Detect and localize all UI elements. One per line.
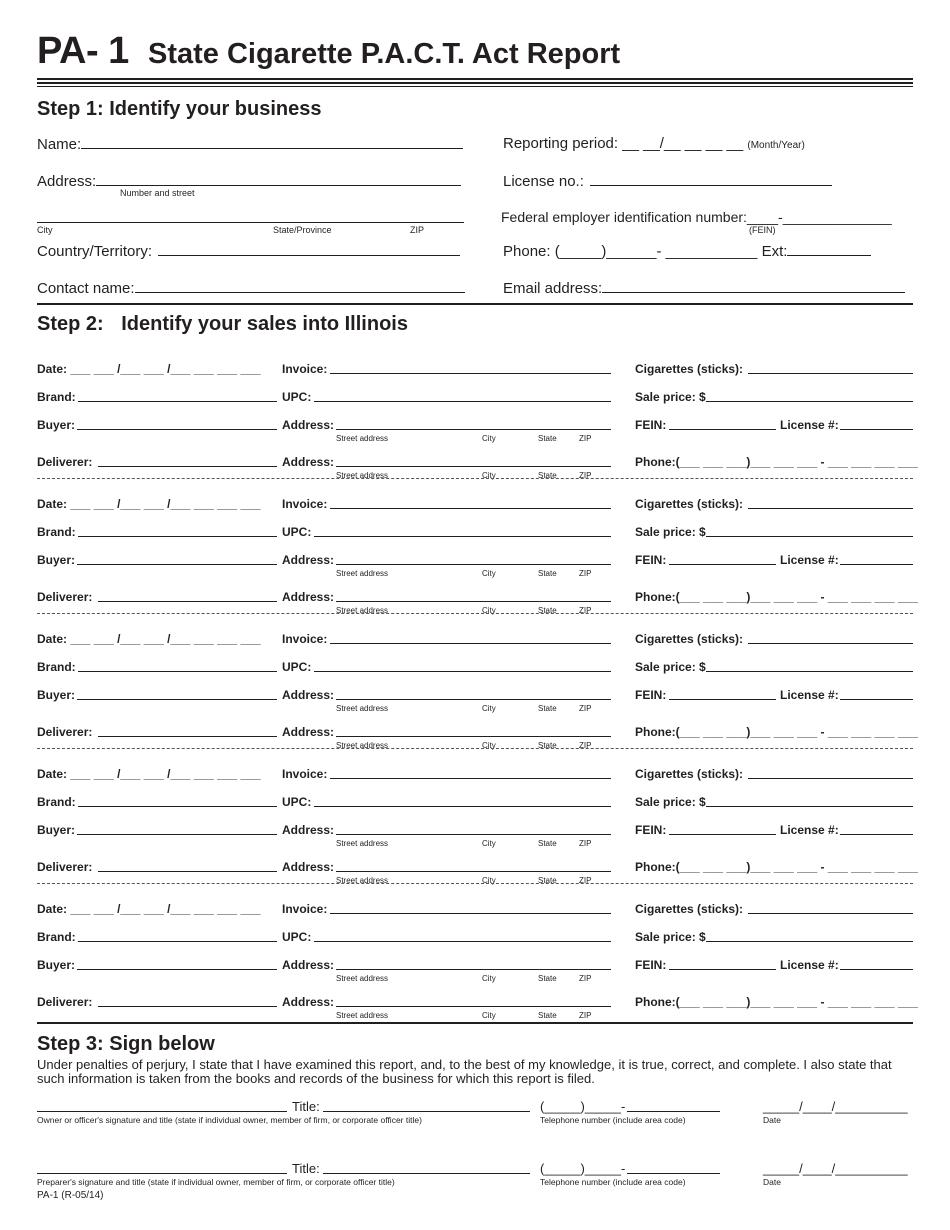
buyer-address-input[interactable] <box>336 553 611 565</box>
state-caption: State <box>538 606 557 615</box>
zip-caption: ZIP <box>579 569 592 578</box>
street-caption: Street address <box>336 1011 389 1020</box>
cigarettes-input[interactable] <box>748 362 913 374</box>
fein-input[interactable] <box>669 553 776 565</box>
date-field[interactable]: Date: ___ ___ /___ ___ /___ ___ ___ ___ <box>37 362 261 376</box>
brand-label: Brand: <box>37 795 76 809</box>
owner-phone-line[interactable] <box>627 1100 720 1112</box>
email-field[interactable] <box>503 279 905 297</box>
license-input[interactable] <box>840 958 913 970</box>
contact-label: Contact name: <box>37 280 135 297</box>
street-caption: Street address <box>336 974 389 983</box>
deliverer-label: Deliverer: <box>37 995 93 1009</box>
buyer-address-input[interactable] <box>336 823 611 835</box>
owner-signature-caption: Owner or officer's signature and title (state if individual owner, member of firm, or corporate officer title) <box>37 1115 422 1125</box>
step1-heading: Step 1: Identify your business <box>37 98 322 120</box>
fein-label: FEIN: <box>635 958 667 972</box>
preparer-phone-input[interactable]: (_____)_____- <box>540 1161 626 1176</box>
invoice-input[interactable] <box>330 767 611 779</box>
brand-input[interactable] <box>78 390 277 402</box>
fein-caption: (FEIN) <box>749 225 776 235</box>
cigarettes-label: Cigarettes (sticks): <box>635 497 744 511</box>
deliverer-input[interactable] <box>98 995 277 1007</box>
upc-label: UPC: <box>282 525 312 539</box>
deliverer-address-input[interactable] <box>336 725 611 737</box>
date-field[interactable]: Date: ___ ___ /___ ___ /___ ___ ___ ___ <box>37 767 261 781</box>
fein-input[interactable] <box>669 823 776 835</box>
invoice-input[interactable] <box>330 362 611 374</box>
preparer-phone-caption: Telephone number (include area code) <box>540 1177 686 1187</box>
step1-divider <box>37 303 913 305</box>
deliverer-label: Deliverer: <box>37 725 93 739</box>
sale-entry <box>0 896 950 1031</box>
buyer-label: Buyer: <box>37 553 76 567</box>
state-caption: State <box>538 704 557 713</box>
phone-field[interactable]: Phone:(___ ___ ___)___ ___ ___ - ___ ___ ___ ___ <box>635 590 918 604</box>
owner-phone-caption: Telephone number (include area code) <box>540 1115 686 1125</box>
form-revision: PA-1 (R-05/14) <box>37 1190 104 1201</box>
country-field[interactable] <box>37 242 460 260</box>
license-label: License #: <box>780 958 839 972</box>
step2-divider <box>37 1022 913 1024</box>
phone-field[interactable] <box>503 242 871 260</box>
sale-price-label: Sale price: $ <box>635 525 706 539</box>
state-caption: State <box>538 839 557 848</box>
fein-blanks: ____-______________ <box>746 209 892 225</box>
fein-label: FEIN: <box>635 553 667 567</box>
period-blanks: __ __/__ __ __ __ <box>622 135 744 152</box>
cigarettes-label: Cigarettes (sticks): <box>635 767 744 781</box>
street-caption: Street address <box>336 471 389 480</box>
cigarettes-input[interactable] <box>748 767 913 779</box>
license-input[interactable] <box>840 823 913 835</box>
name-field[interactable] <box>37 135 463 153</box>
state-caption: State <box>538 1011 557 1020</box>
sale-entry <box>0 761 950 896</box>
city-caption: City <box>482 839 496 848</box>
upc-label: UPC: <box>282 930 312 944</box>
fein-input[interactable] <box>669 958 776 970</box>
sale-entry <box>0 491 950 626</box>
state-caption: State <box>538 741 557 750</box>
upc-input[interactable] <box>314 795 611 807</box>
upc-label: UPC: <box>282 795 312 809</box>
buyer-address-input[interactable] <box>336 958 611 970</box>
deliverer-address-label: Address: <box>282 590 335 604</box>
deliverer-label: Deliverer: <box>37 455 93 469</box>
city-caption: City <box>482 974 496 983</box>
zip-caption: ZIP <box>410 225 425 235</box>
date-field[interactable]: Date: ___ ___ /___ ___ /___ ___ ___ ___ <box>37 632 261 646</box>
street-caption: Street address <box>336 876 389 885</box>
zip-caption: ZIP <box>579 704 592 713</box>
step2-heading <box>37 313 408 336</box>
fein-input[interactable] <box>669 688 776 700</box>
buyer-address-label: Address: <box>282 688 335 702</box>
sale-price-label: Sale price: $ <box>635 795 706 809</box>
city-caption: City <box>482 471 496 480</box>
phone-field[interactable]: Phone:(___ ___ ___)___ ___ ___ - ___ ___ ___ ___ <box>635 455 918 469</box>
entry-separator <box>37 748 913 749</box>
buyer-address-input[interactable] <box>336 688 611 700</box>
buyer-input[interactable] <box>77 823 277 835</box>
city-caption: City <box>37 225 53 235</box>
fein-label: Federal employer identification number: <box>501 209 747 225</box>
buyer-address-label: Address: <box>282 418 335 432</box>
license-input[interactable] <box>840 418 913 430</box>
owner-date-caption: Date <box>763 1115 781 1125</box>
deliverer-input[interactable] <box>98 590 277 602</box>
street-caption: Street address <box>336 704 389 713</box>
title-rule <box>37 82 913 84</box>
country-label: Country/Territory: <box>37 243 153 260</box>
deliverer-address-input[interactable] <box>336 590 611 602</box>
invoice-input[interactable] <box>330 902 611 914</box>
ext-label: Ext: <box>761 243 788 260</box>
brand-label: Brand: <box>37 660 76 674</box>
deliverer-address-label: Address: <box>282 860 335 874</box>
upc-label: UPC: <box>282 660 312 674</box>
upc-input[interactable] <box>314 390 611 402</box>
owner-date-input[interactable]: _____/____/__________ <box>763 1099 908 1114</box>
buyer-address-label: Address: <box>282 823 335 837</box>
buyer-input[interactable] <box>77 553 277 565</box>
owner-signature-input[interactable] <box>37 1100 287 1112</box>
zip-caption: ZIP <box>579 471 592 480</box>
buyer-label: Buyer: <box>37 418 76 432</box>
period-label: Reporting period: <box>503 135 619 152</box>
sale-price-input[interactable] <box>706 660 913 672</box>
preparer-signature-input[interactable] <box>37 1162 287 1174</box>
buyer-label: Buyer: <box>37 823 76 837</box>
brand-label: Brand: <box>37 930 76 944</box>
upc-input[interactable] <box>314 525 611 537</box>
address-label: Address: <box>37 173 97 190</box>
brand-input[interactable] <box>78 795 277 807</box>
form-id: PA- 1 <box>37 30 129 72</box>
phone-label: Phone: <box>503 243 551 260</box>
buyer-address-label: Address: <box>282 553 335 567</box>
city-caption: City <box>482 704 496 713</box>
city-caption: City <box>482 876 496 885</box>
street-caption: Street address <box>336 569 389 578</box>
step3-heading: Step 3: Sign below <box>37 1033 215 1055</box>
state-caption: State <box>538 876 557 885</box>
attestation-text: Under penalties of perjury, I state that I have examined this report, and, to the best of my knowledge, it is true, correct, and complete. I also state that such information is taken from the books and records of the business for which this report is filed. <box>37 1057 892 1086</box>
city-caption: City <box>482 1011 496 1020</box>
owner-phone-input[interactable]: (_____)_____- <box>540 1099 626 1114</box>
fein-label: FEIN: <box>635 688 667 702</box>
street-caption: Street address <box>336 741 389 750</box>
license-field[interactable] <box>503 172 832 190</box>
sale-price-input[interactable] <box>706 525 913 537</box>
license-input[interactable] <box>840 688 913 700</box>
brand-input[interactable] <box>78 660 277 672</box>
preparer-phone-line[interactable] <box>627 1162 720 1174</box>
license-label: License #: <box>780 553 839 567</box>
phone-field[interactable]: Phone:(___ ___ ___)___ ___ ___ - ___ ___ ___ ___ <box>635 860 918 874</box>
brand-label: Brand: <box>37 390 76 404</box>
preparer-date-caption: Date <box>763 1177 781 1187</box>
reporting-period-field[interactable] <box>503 135 805 152</box>
cigarettes-input[interactable] <box>748 902 913 914</box>
preparer-title-input[interactable] <box>323 1162 530 1174</box>
buyer-input[interactable] <box>77 688 277 700</box>
cigarettes-input[interactable] <box>748 497 913 509</box>
sale-price-input[interactable] <box>706 930 913 942</box>
entry-separator <box>37 883 913 884</box>
address-caption: Number and street <box>120 188 195 198</box>
license-input[interactable] <box>840 553 913 565</box>
entry-separator <box>37 613 913 614</box>
street-caption: Street address <box>336 606 389 615</box>
preparer-title-label: Title: <box>292 1161 320 1176</box>
deliverer-input[interactable] <box>98 725 277 737</box>
cigarettes-label: Cigarettes (sticks): <box>635 362 744 376</box>
license-label: License #: <box>780 688 839 702</box>
deliverer-address-label: Address: <box>282 995 335 1009</box>
step2-heading-text: Identify your sales into Illinois <box>121 313 408 335</box>
cigarettes-label: Cigarettes (sticks): <box>635 902 744 916</box>
state-caption: State <box>538 569 557 578</box>
zip-caption: ZIP <box>579 606 592 615</box>
name-label: Name: <box>37 136 82 153</box>
street-caption: Street address <box>336 839 389 848</box>
buyer-address-label: Address: <box>282 958 335 972</box>
deliverer-label: Deliverer: <box>37 860 93 874</box>
deliverer-input[interactable] <box>98 860 277 872</box>
brand-label: Brand: <box>37 525 76 539</box>
upc-input[interactable] <box>314 660 611 672</box>
state-caption: State <box>538 974 557 983</box>
invoice-label: Invoice: <box>282 902 328 916</box>
invoice-label: Invoice: <box>282 497 328 511</box>
sale-price-input[interactable] <box>706 795 913 807</box>
license-label: License no.: <box>503 173 584 190</box>
upc-label: UPC: <box>282 390 312 404</box>
deliverer-label: Deliverer: <box>37 590 93 604</box>
city-caption: City <box>482 434 496 443</box>
deliverer-address-label: Address: <box>282 455 335 469</box>
city-caption: City <box>482 606 496 615</box>
deliverer-address-input[interactable] <box>336 860 611 872</box>
license-label: License #: <box>780 823 839 837</box>
invoice-label: Invoice: <box>282 362 328 376</box>
sale-price-label: Sale price: $ <box>635 930 706 944</box>
license-label: License #: <box>780 418 839 432</box>
sale-price-label: Sale price: $ <box>635 390 706 404</box>
zip-caption: ZIP <box>579 1011 592 1020</box>
phone-field[interactable]: Phone:(___ ___ ___)___ ___ ___ - ___ ___ ___ ___ <box>635 725 918 739</box>
upc-input[interactable] <box>314 930 611 942</box>
fein-label: FEIN: <box>635 823 667 837</box>
contact-name-field[interactable] <box>37 279 465 297</box>
phone-blanks: (_____)______- ___________ <box>554 243 758 260</box>
entry-separator <box>37 478 913 479</box>
deliverer-address-label: Address: <box>282 725 335 739</box>
fein-label: FEIN: <box>635 418 667 432</box>
invoice-label: Invoice: <box>282 767 328 781</box>
city-caption: City <box>482 741 496 750</box>
owner-title-input[interactable] <box>323 1100 530 1112</box>
date-field[interactable]: Date: ___ ___ /___ ___ /___ ___ ___ ___ <box>37 497 261 511</box>
deliverer-address-input[interactable] <box>336 455 611 467</box>
fein-field[interactable] <box>501 209 892 225</box>
state-caption: State <box>538 434 557 443</box>
owner-title-label: Title: <box>292 1099 320 1114</box>
deliverer-address-input[interactable] <box>336 995 611 1007</box>
address-field[interactable] <box>37 172 461 190</box>
title-rule <box>37 78 913 80</box>
phone-field[interactable]: Phone:(___ ___ ___)___ ___ ___ - ___ ___ ___ ___ <box>635 995 918 1009</box>
step2-heading-prefix: Step 2: <box>37 313 104 335</box>
deliverer-input[interactable] <box>98 455 277 467</box>
sale-price-label: Sale price: $ <box>635 660 706 674</box>
date-field[interactable]: Date: ___ ___ /___ ___ /___ ___ ___ ___ <box>37 902 261 916</box>
city-state-zip-field[interactable] <box>37 209 464 223</box>
sale-entry <box>0 356 950 491</box>
invoice-label: Invoice: <box>282 632 328 646</box>
sale-price-input[interactable] <box>706 390 913 402</box>
form-title: State Cigarette P.A.C.T. Act Report <box>148 38 621 70</box>
zip-caption: ZIP <box>579 434 592 443</box>
brand-input[interactable] <box>78 525 277 537</box>
preparer-signature-caption: Preparer's signature and title (state if individual owner, member of firm, or corporate officer title) <box>37 1177 395 1187</box>
city-caption: City <box>482 569 496 578</box>
cigarettes-input[interactable] <box>748 632 913 644</box>
fein-input[interactable] <box>669 418 776 430</box>
buyer-label: Buyer: <box>37 688 76 702</box>
zip-caption: ZIP <box>579 839 592 848</box>
period-hint: (Month/Year) <box>747 140 805 151</box>
cigarettes-label: Cigarettes (sticks): <box>635 632 744 646</box>
sale-entry <box>0 626 950 761</box>
invoice-input[interactable] <box>330 497 611 509</box>
invoice-input[interactable] <box>330 632 611 644</box>
zip-caption: ZIP <box>579 974 592 983</box>
zip-caption: ZIP <box>579 741 592 750</box>
buyer-label: Buyer: <box>37 958 76 972</box>
zip-caption: ZIP <box>579 876 592 885</box>
state-caption: State/Province <box>273 225 332 235</box>
buyer-input[interactable] <box>77 958 277 970</box>
buyer-address-input[interactable] <box>336 418 611 430</box>
title-rule <box>37 86 913 87</box>
email-label: Email address: <box>503 280 603 297</box>
state-caption: State <box>538 471 557 480</box>
preparer-date-input[interactable]: _____/____/__________ <box>763 1161 908 1176</box>
brand-input[interactable] <box>78 930 277 942</box>
buyer-input[interactable] <box>77 418 277 430</box>
street-caption: Street address <box>336 434 389 443</box>
